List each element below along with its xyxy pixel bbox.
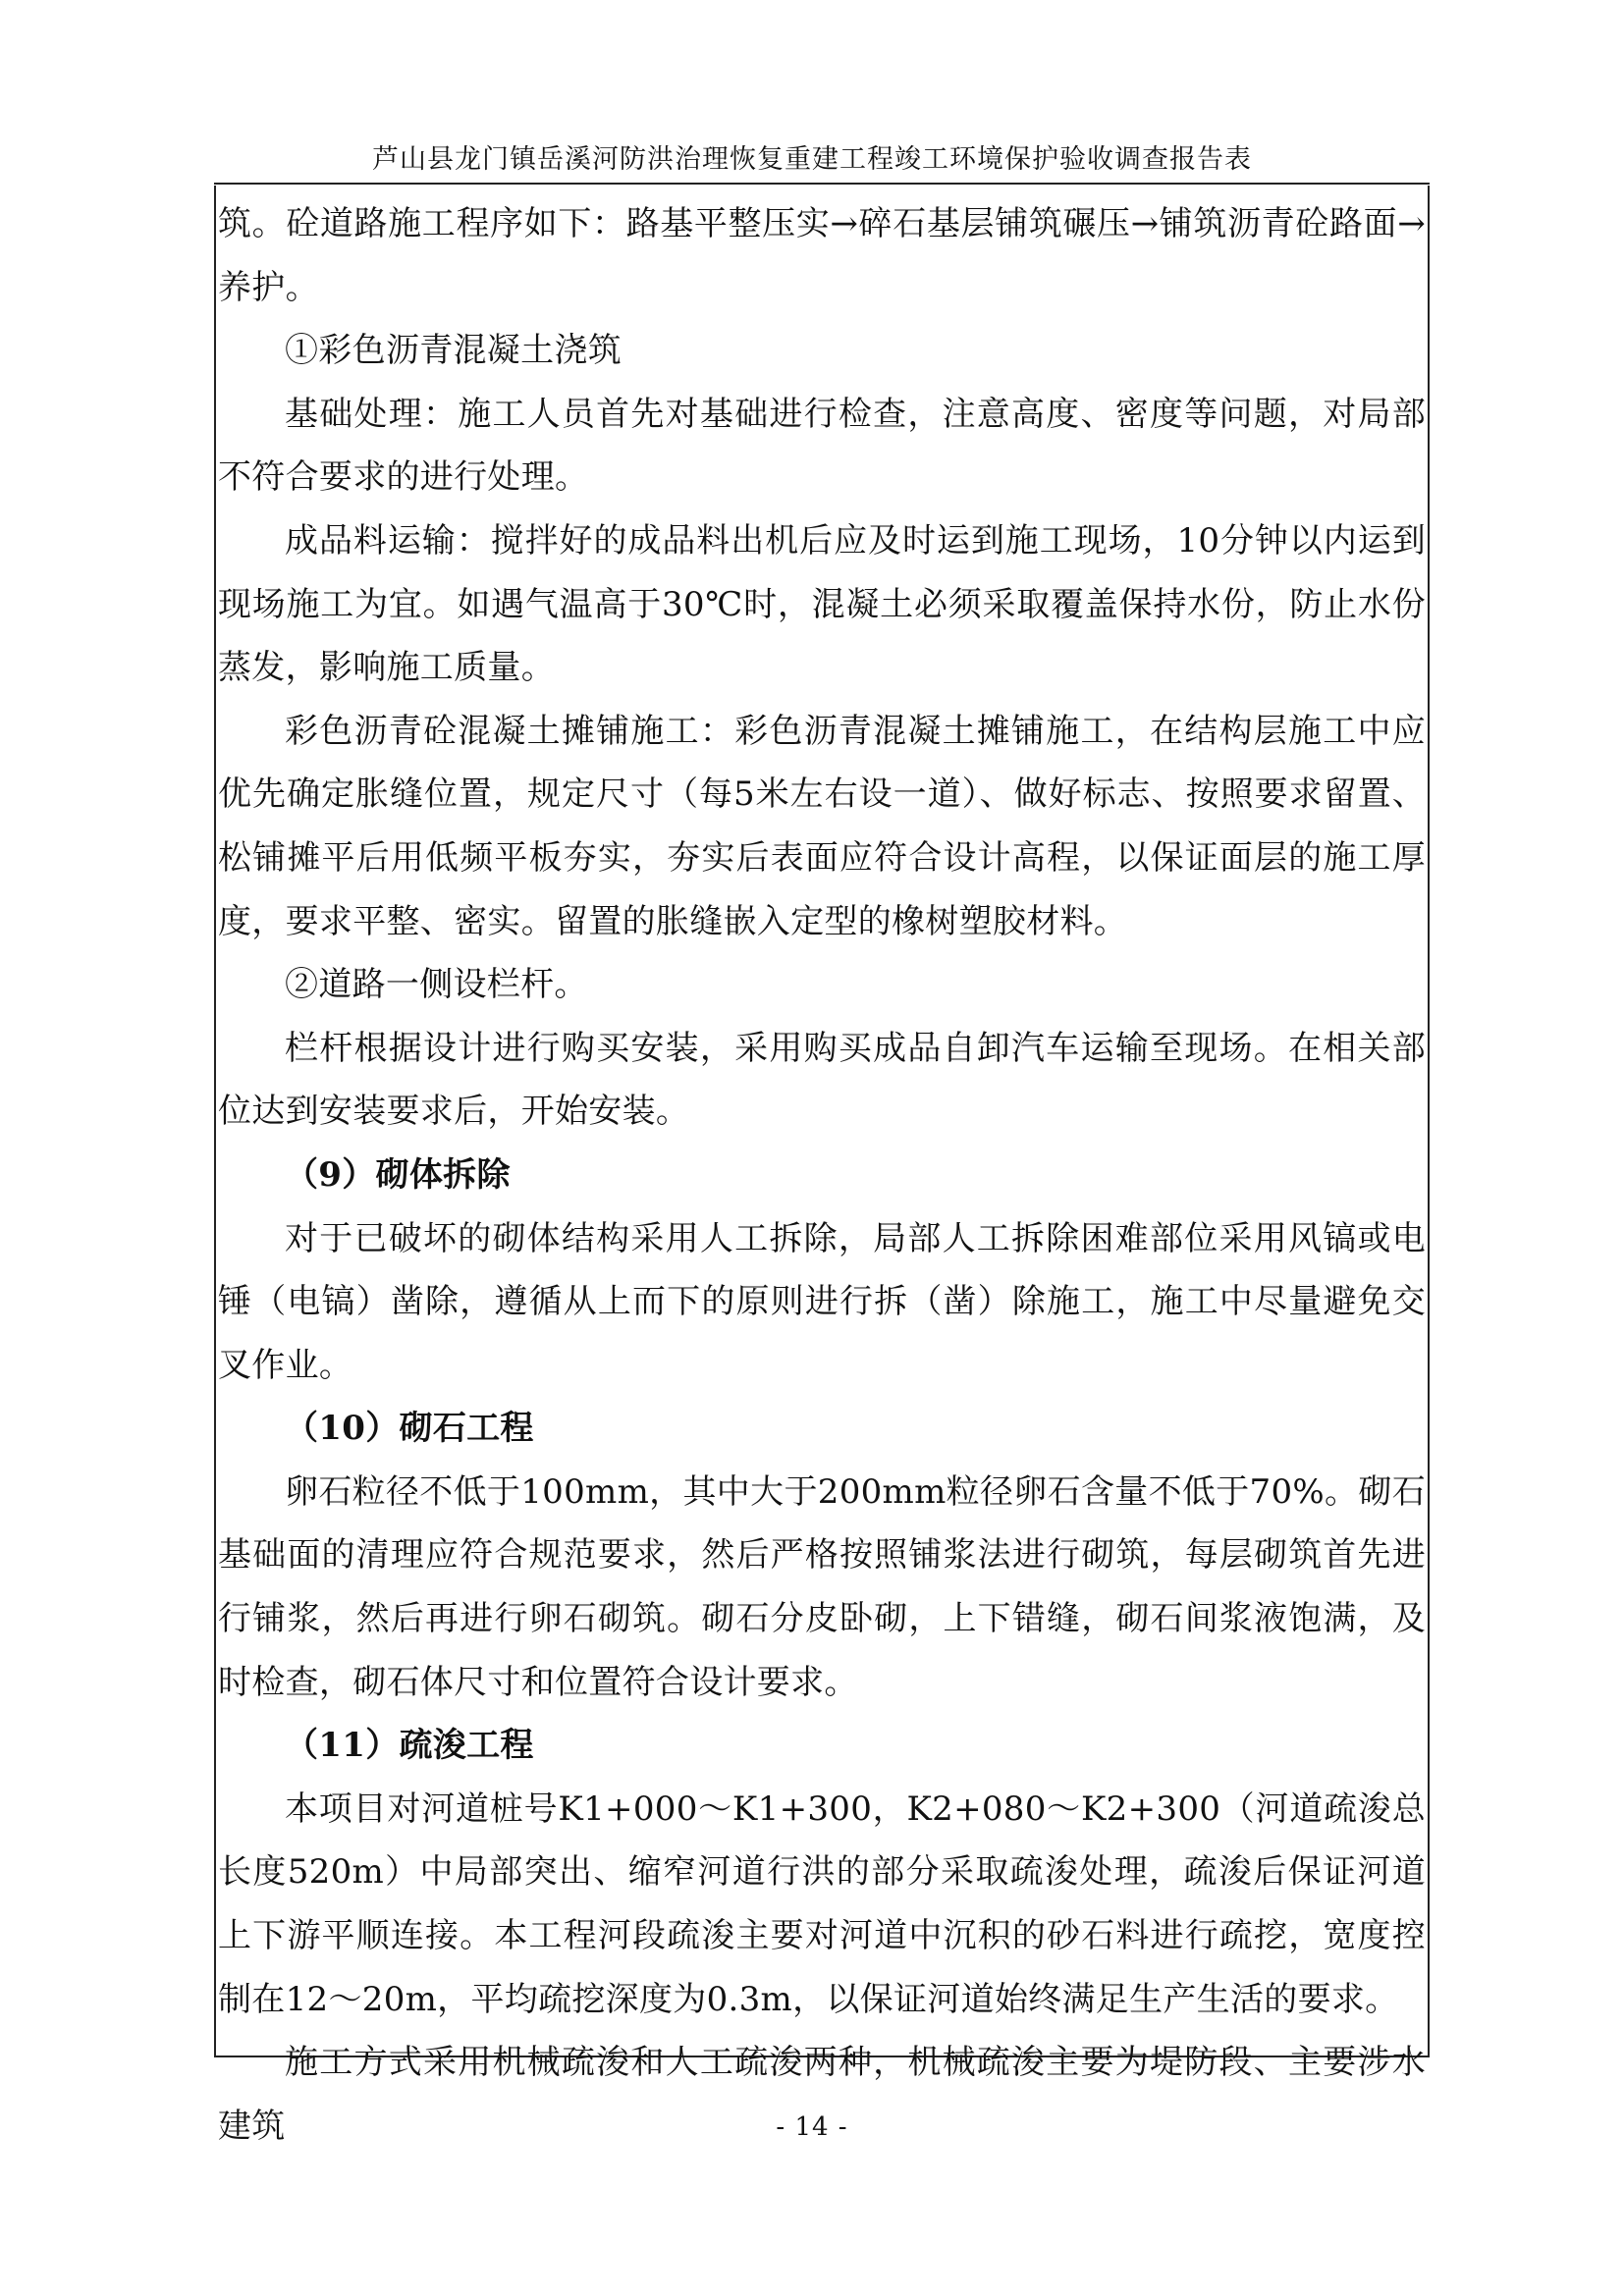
document-header-title: 芦山县龙门镇岳溪河防洪治理恢复重建工程竣工环境保护验收调查报告表 [372, 144, 1252, 175]
body-paragraph: 栏杆根据设计进行购买安装，采用购买成品自卸汽车运输至现场。在相关部位达到安装要求后，开始安装。 [218, 1028, 1426, 1132]
body-paragraph: 本项目对河道桩号K1+000～K1+300，K2+080～K2+300（河道疏浚总长度520m）中局部突出、缩窄河道行洪的部分采取疏浚处理，疏浚后保证河道上下游平顺连接。本工程河段疏浚主要对河道中沉积的砂石料进行疏挖，宽度控制在12～20m，平均疏挖深度为0.3m，以保证河道始终满足生产生活的要求。 [218, 1789, 1426, 2019]
section-heading: （9）砌体拆除 [285, 1154, 511, 1195]
body-paragraph: 对于已破坏的砌体结构采用人工拆除，局部人工拆除困难部位采用风镐或电锤（电镐）凿除，遵循从上而下的原则进行拆（凿）除施工，施工中尽量避免交叉作业。 [218, 1218, 1426, 1385]
header-divider [214, 183, 1430, 185]
body-paragraph-continuation: 筑。砼道路施工程序如下：路基平整压实→碎石基层铺筑碾压→铺筑沥青砼路面→养护。 [218, 204, 1426, 307]
section-heading: （11）疏浚工程 [285, 1726, 534, 1766]
body-paragraph: 施工方式采用机械疏浚和人工疏浚两种，机械疏浚主要为堤防段、主要涉水建筑 [218, 2043, 1426, 2146]
body-paragraph: ①彩色沥青混凝土浇筑 [285, 331, 622, 371]
body-paragraph: 基础处理：施工人员首先对基础进行检查，注意高度、密度等问题，对局部不符合要求的进行处理。 [218, 394, 1426, 498]
section-heading: （10）砌石工程 [285, 1409, 534, 1449]
body-paragraph: 彩色沥青砼混凝土摊铺施工：彩色沥青混凝土摊铺施工，在结构层施工中应优先确定胀缝位置，规定尺寸（每5米左右设一道）、做好标志、按照要求留置、松铺摊平后用低频平板夯实，夯实后表面应符合设计高程，以保证面层的施工厚度，要求平整、密实。留置的胀缝嵌入定型的橡树塑胶材料。 [218, 711, 1426, 941]
body-paragraph: 成品料运输：搅拌好的成品料出机后应及时运到施工现场，10分钟以内运到现场施工为宜。如遇气温高于30℃时，混凝土必须采取覆盖保持水份，防止水份蒸发，影响施工质量。 [218, 520, 1426, 688]
page-number: - 14 - [776, 2112, 848, 2142]
body-paragraph: ②道路一侧设栏杆。 [285, 965, 588, 1005]
body-paragraph: 卵石粒径不低于100mm，其中大于200mm粒径卵石含量不低于70%。砌石基础面的清理应符合规范要求，然后严格按照铺浆法进行砌筑，每层砌筑首先进行铺浆，然后再进行卵石砌筑。砌石分皮卧砌，上下错缝，砌石间浆液饱满，及时检查，砌石体尺寸和位置符合设计要求。 [218, 1471, 1426, 1702]
